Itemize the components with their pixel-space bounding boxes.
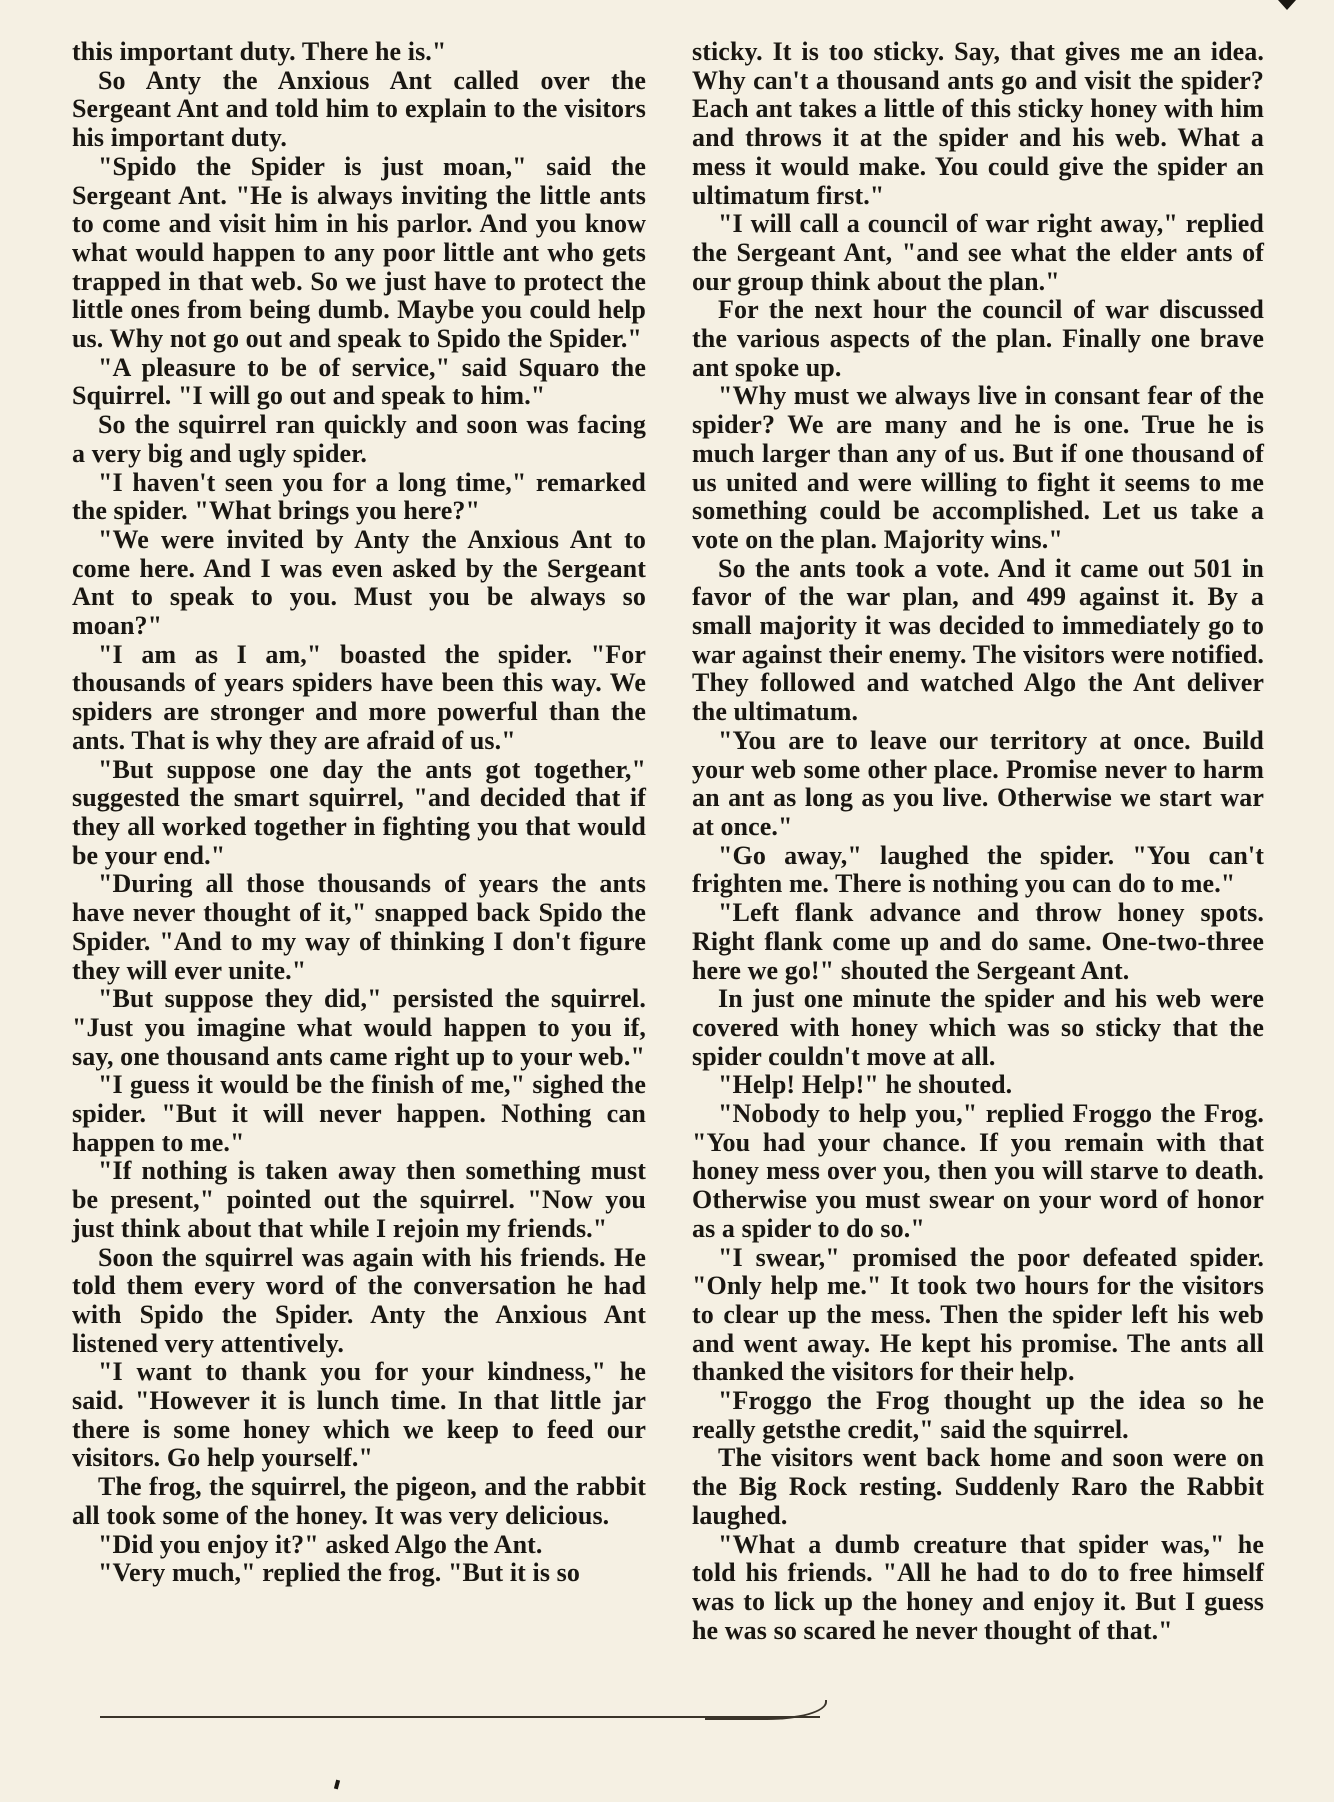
paragraph: "But suppose they did," persisted the squirrel. "Just you imagine what would happen to you if, say, one thousand ants came right up to your web." bbox=[72, 984, 646, 1071]
paragraph: So the ants took a vote. And it came out 501 in favor of the war plan, and 499 against it. By a small majority it was decided to immediately go to war against their enemy. The visitors were notified. They followed and watched Algo the Ant deliver the ultimatum. bbox=[692, 553, 1264, 727]
paragraph: "But suppose one day the ants got together," suggested the smart squirrel, "and decided that if they all worked together in fighting you that would be your end." bbox=[72, 754, 646, 870]
paragraph: sticky. It is too sticky. Say, that gives me an idea. Why can't a thousand ants go and visit the spider? Each ant takes a little of this sticky honey with him and throws it at the spider and his web. What a mess it would make. You could give the spider an ultimatum first." bbox=[692, 37, 1264, 210]
paragraph: "Nobody to help you," replied Froggo the Frog. "You had your chance. If you remain with that honey mess over you, then you will starve to death. Otherwise you must swear on your word of honor as a spider to do so." bbox=[692, 1099, 1264, 1243]
paragraph: this important duty. There he is." bbox=[72, 37, 447, 66]
paragraph: "I am as I am," boasted the spider. "For thousands of years spiders have been this way. We spiders are stronger and more powerful than the ants. That is why they are afraid of us." bbox=[72, 639, 646, 755]
paragraph: "Go away," laughed the spider. "You can't frighten me. There is nothing you can do to me." bbox=[692, 840, 1264, 899]
paragraph: "We were invited by Anty the Anxious Ant to come here. And I was even asked by the Sergeant Ant to speak to you. Must you be always so moan?" bbox=[72, 524, 646, 641]
paragraph: "During all those thousands of years the ants have never thought of it," snapped back Spido the Spider. "And to my way of thinking I don't figure they will ever unite." bbox=[72, 869, 646, 985]
paragraph: So Anty the Anxious Ant called over the Sergeant Ant and told him to explain to the visitors his important duty. bbox=[72, 65, 646, 153]
paragraph: "I guess it would be the finish of me," sighed the spider. "But it will never happen. Nothing can happen to me." bbox=[72, 1070, 646, 1157]
paragraph: For the next hour the council of war discussed the various aspects of the plan. Finally one brave ant spoke up. bbox=[692, 295, 1264, 382]
paragraph: "A pleasure to be of service," said Squaro the Squirrel. "I will go out and speak to him." bbox=[72, 352, 646, 411]
paragraph: "If nothing is taken away then something must be present," pointed out the squirrel. "Now you just think about that while I rejoin my friends." bbox=[72, 1156, 646, 1243]
paragraph: "I swear," promised the poor defeated spider. "Only help me." It took two hours for the visitors to clear up the mess. Then the spider left his web and went away. He kept his promise. The ants all thanked the visitors for their help. bbox=[692, 1242, 1264, 1387]
paragraph: The visitors went back home and soon were on the Big Rock resting. Suddenly Raro the Rabbit laughed. bbox=[692, 1443, 1264, 1530]
right-column bbox=[692, 38, 1264, 1645]
paragraph: The frog, the squirrel, the pigeon, and the rabbit all took some of the honey. It was very delicious. bbox=[72, 1472, 646, 1530]
paragraph: "What a dumb creature that spider was," he told his friends. "All he had to do to free himself was to lick up the honey and enjoy it. But I guess he was so scared he never thought of that." bbox=[692, 1529, 1264, 1645]
print-mark bbox=[1278, 0, 1296, 10]
paragraph: "Help! Help!" he shouted. bbox=[718, 1070, 1013, 1100]
paragraph: "Spido the Spider is just moan," said the Sergeant Ant. "He is always inviting the little ants to come and visit him in his parlor. And you know what would happen to any poor little ant who gets trapped in that web. So we just have to protect the little ones from being dumb. Maybe you could help us. Why not go out and speak to Spido the Spider." bbox=[72, 151, 646, 354]
paragraph: So the squirrel ran quickly and soon was facing a very big and ugly spider. bbox=[72, 410, 646, 468]
paragraph: "Left flank advance and throw honey spots. Right flank come up and do same. One-two-three here we go!" shouted the Sergeant Ant. bbox=[692, 898, 1264, 985]
left-column bbox=[72, 38, 646, 1588]
paragraph: "I haven't seen you for a long time," remarked the spider. "What brings you here?" bbox=[72, 467, 646, 526]
print-mark bbox=[334, 1780, 340, 1790]
paragraph: "You are to leave our territory at once. Build your web some other place. Promise never to harm an ant as long as you live. Otherwise we start war at once." bbox=[692, 725, 1264, 841]
paragraph: "Did you enjoy it?" asked Algo the Ant. bbox=[98, 1529, 543, 1559]
paragraph: "Why must we always live in consant fear of the spider? We are many and he is one. True he is much larger than any of us. But if one thousand of us united and were willing to fight it seems to me something could be accomplished. Let us take a vote on the plan. Majority wins." bbox=[692, 381, 1264, 554]
paragraph: "Froggo the Frog thought up the idea so he really getsthe credit," said the squirrel. bbox=[692, 1386, 1264, 1444]
paragraph: "I will call a council of war right away," replied the Sergeant Ant, "and see what the elder ants of our group think about the plan." bbox=[692, 209, 1264, 296]
paragraph: "Very much," replied the frog. "But it is so bbox=[98, 1558, 580, 1588]
paragraph: "I want to thank you for your kindness," he said. "However it is lunch time. In that little jar there is some honey which we keep to feed our visitors. Go help yourself." bbox=[72, 1357, 646, 1473]
paragraph: Soon the squirrel was again with his friends. He told them every word of the conversation he had with Spido the Spider. Anty the Anxious Ant listened very attentively. bbox=[72, 1242, 646, 1358]
paragraph: In just one minute the spider and his web were covered with honey which was so sticky that the spider couldn't move at all. bbox=[692, 984, 1264, 1071]
